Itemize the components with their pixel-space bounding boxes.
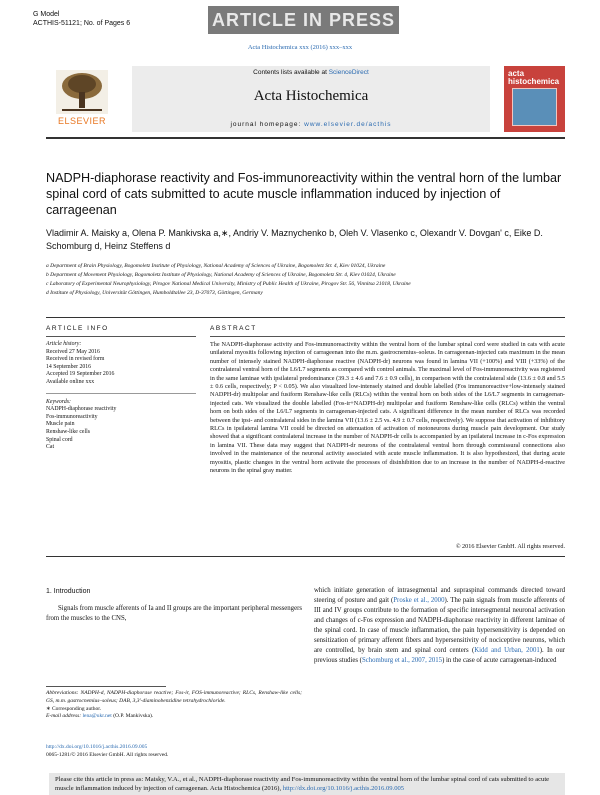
contents-prefix: Contents lists available at <box>253 69 327 76</box>
affiliation: a Department of Brain Physiology, Bogomoletz Institute of Physiology, National Academy of Sciences of Ukraine, Bogomoletz Str. 4, Kiev 01024, Ukraine <box>46 263 386 269</box>
email-line <box>46 713 302 721</box>
abstract-rule <box>210 336 565 337</box>
footnotes <box>46 690 302 721</box>
history-item: 14 September 2016 <box>46 363 92 370</box>
abstract-bottom-rule <box>46 556 565 557</box>
elsevier-tree-icon <box>56 70 108 114</box>
homepage-prefix: journal homepage: <box>230 121 302 128</box>
doi-link[interactable]: http://dx.doi.org/10.1016/j.acthis.2016.09.005 <box>46 744 148 750</box>
cover-title: acta histochemica <box>508 69 560 86</box>
citation-link[interactable]: Schomburg et al., 2007, 2015 <box>361 657 443 664</box>
intro-text: ) in the case of acute carrageenan-induced <box>442 657 557 664</box>
email-suffix: (O.P. Mankivska). <box>113 713 154 720</box>
citation-link[interactable]: Kidd and Urban, 2001 <box>474 647 540 654</box>
article-info-column <box>46 341 196 452</box>
article-title: NADPH-diaphorase reactivity and Fos-immunoreactivity within the ventral horn of the lumbar spinal cord of cats submitted to acute muscle inflammation induced by injection of carrageenan <box>46 171 562 217</box>
journal-citation-line[interactable]: Acta Histochemica xxx (2016) xxx–xxx <box>247 44 353 51</box>
sciencedirect-link[interactable]: ScienceDirect <box>328 69 369 76</box>
keyword: Cat <box>46 444 55 451</box>
doi-block <box>46 744 302 759</box>
citation-doi-link[interactable]: http://dx.doi.org/10.1016/j.acthis.2016.09.005 <box>282 784 405 792</box>
history-item: Received in revised form <box>46 356 105 363</box>
publisher-logo <box>46 66 118 132</box>
history-label: Article history: <box>46 341 82 347</box>
section-rule <box>46 317 565 318</box>
homepage-link[interactable]: www.elsevier.de/acthis <box>304 121 392 128</box>
intro-column-left: Signals from muscle afferents of Ia and II groups are the important peripheral messengers from the muscles to the CNS, <box>46 605 302 622</box>
email-label: E-mail address: <box>46 713 82 720</box>
history-item: Available online xxx <box>46 378 95 385</box>
citation-text: Please cite this article in press as: Maisky, V.A., et al., NADPH-diaphorase reactivity and Fos-immunoreactivity within the ventral horn of the lumbar spinal cord of cats submitted to acute muscle inflammation induced by injection of carrageenan. Acta Histochemica (2016), <box>55 776 550 792</box>
publisher-name: ELSEVIER <box>57 116 107 126</box>
model-line: G Model <box>33 11 60 18</box>
copyright-notice: © 2016 Elsevier GmbH. All rights reserved. <box>455 543 565 550</box>
keyword: Spinal cord <box>46 436 73 443</box>
journal-title: Acta Histochemica <box>253 88 369 104</box>
journal-masthead <box>46 66 565 132</box>
affiliations <box>46 262 565 298</box>
masthead-rule <box>46 137 565 139</box>
keyword: Fos-immunoreactivity <box>46 413 98 420</box>
citation-box <box>49 773 565 795</box>
article-info-heading: ARTICLE INFO <box>46 325 109 332</box>
cover-image <box>512 88 557 126</box>
article-header-info <box>33 10 130 28</box>
intro-column-right <box>314 586 565 666</box>
affiliation: d Institute of Physiology, Universität Göttingen, Humboldtallee 23, D-37073, Göttingen, Germany <box>46 290 263 296</box>
history-item: Received 27 May 2016 <box>46 348 100 355</box>
footnote-rule <box>46 686 166 687</box>
affiliation: c Laboratory of Experimental Neurophysiology, Pirogov National Medical University, Ministry of Public Health of Ukraine, Pirogov Str. 56, Vinnitsa 21018, Ukraine <box>46 281 411 287</box>
issn-line: 0065-1281/© 2016 Elsevier GmbH. All rights reserved. <box>46 751 169 758</box>
intro-text: ). The pain signals from muscle afferents of III and IV groups contribute to the formation of specific intersegmental neuronal activation and changes of c-Fos expression and NADPH-diaphorase reactivity in different laminae of the spinal cord. In case of muscle inflammation, the pain hypersensitivity is depended on sensitization of primary afferent fibers and hypersensitivity of nociceptive neurons, which are controlled, by brain stem and spinal cord centers ( <box>314 597 565 654</box>
keyword: Muscle pain <box>46 421 75 428</box>
intro-text: ). In our previous studies ( <box>314 647 565 664</box>
abstract-heading: ABSTRACT <box>210 325 257 332</box>
ref-line: ACTHIS-51121; No. of Pages 6 <box>33 20 131 27</box>
history-item: Accepted 19 September 2016 <box>46 371 115 378</box>
email-link[interactable]: lena@ukr.net <box>82 713 112 720</box>
info-divider <box>46 393 196 394</box>
keyword: NADPH-diaphorase reactivity <box>46 406 117 413</box>
keyword: Renshaw-like cells <box>46 428 90 435</box>
author-list: Vladimir A. Maisky a, Olena P. Mankivska a,∗, Andriy V. Maznychenko b, Oleh V. Vlasenko c, Olexandr V. Dovgan' c, Eike D. Schomburg d, Heinz Steffens d <box>46 228 543 251</box>
affiliation: b Department of Movement Physiology, Bogomoletz Institute of Physiology, National Academy of Sciences of Ukraine, Bogomoletz Str. 4, Kiev 01024, Ukraine <box>46 272 396 278</box>
introduction-heading: 1. Introduction <box>46 588 91 595</box>
abstract-text: The NADPH-diaphorase activity and Fos-immunoreactivity within the ventral horn of the lumbar spinal cord were studied in cats with acute unilateral myositis following injection of carrageenan into the m.m. gastrocnemius–soleus. In carrageenan-injected cats maximum in the mean number of intensely stained NADPH-diaphorase reactive (NADPH-dr) neurons was found in lamina VII (+100%) and VIII (+33%) of the contralateral ventral horn of the L6/L7 segments as compared with control animals. The maximal level of Fos-immunoreactivity was registered in the same laminae with ipsilateral predominance (39.3 ± 4.6 and 7.6 ± 0.9 cells), in comparison with the contralateral side (13.6 ± 0.8 and 5.5 ± 0.6 cells, respectively; P < 0.05). We also visualized low-intensely stained and double labelled (Fos immunoreactive+low-intensely stained NADPH-dr) multipolar and fusiform Renshaw-like cells (RLCs) within the ventral horn on both sides of the L6/L7 segments in carrageenan-injected cats. We visualized the double labelled (Fos-ir+NADPH-dr) multipolar and fusiform Renshaw-like cells (RLCs) within the ventral horn on both sides of the L6/L7 segments in carrageenan-injected cats. A significant difference in the mean number of RLCs was recorded between the ipsi- and contralateral sides in the lamina VII (13.6 ± 2.5 vs. 4.9 ± 0.7 cells, respectively). We suppose that activation of inhibitory RLCs in ipsilateral lamina VII could be directed on attenuation of activation of motoneurons during muscle pain development. Our study showed that a significant contralateral increase in the number of NADPH-dr cells is accompanied by an ipsilateral increase in c-Fos expression in lamina VII. These data may suggest that NADPH-dr neurons of the contralateral ventral horn through commissural connections also involved in the maintenance of the neuronal activity associated with acute muscle inflammation. It is also hypothesized, that during acute myositis, plastic changes in the ventral horn activate the processes of disinhibition due to an increase in the number of NADPH-d-reactive neurons in the spinal gray matter. <box>210 341 565 475</box>
article-info-rule <box>46 336 196 337</box>
article-in-press-banner: ARTICLE IN PRESS <box>208 6 399 34</box>
intro-text: which initiate generation of intrasegmental and supraspinal commands directed toward steering of posture and gait ( <box>314 587 565 604</box>
keywords-label: Keywords: <box>46 398 71 405</box>
citation-link[interactable]: Proske et al., 2000 <box>393 597 445 604</box>
journal-banner <box>132 66 490 132</box>
contents-line <box>132 69 490 76</box>
corresponding-author: ∗ Corresponding author. <box>46 705 102 712</box>
journal-cover-thumbnail <box>504 66 565 132</box>
abbreviations-footnote: Abbreviations: NADPH-d, NADPH-diaphorase reactive; Fos-ir, FOS-immunoreactive; RLCs, Renshaw-like cells; GS, m.m. gastrocnemius–soleus; DAB, 3,3′-diaminobenzidine tetrahydrochloride. <box>46 690 302 704</box>
journal-homepage-line <box>132 121 490 128</box>
